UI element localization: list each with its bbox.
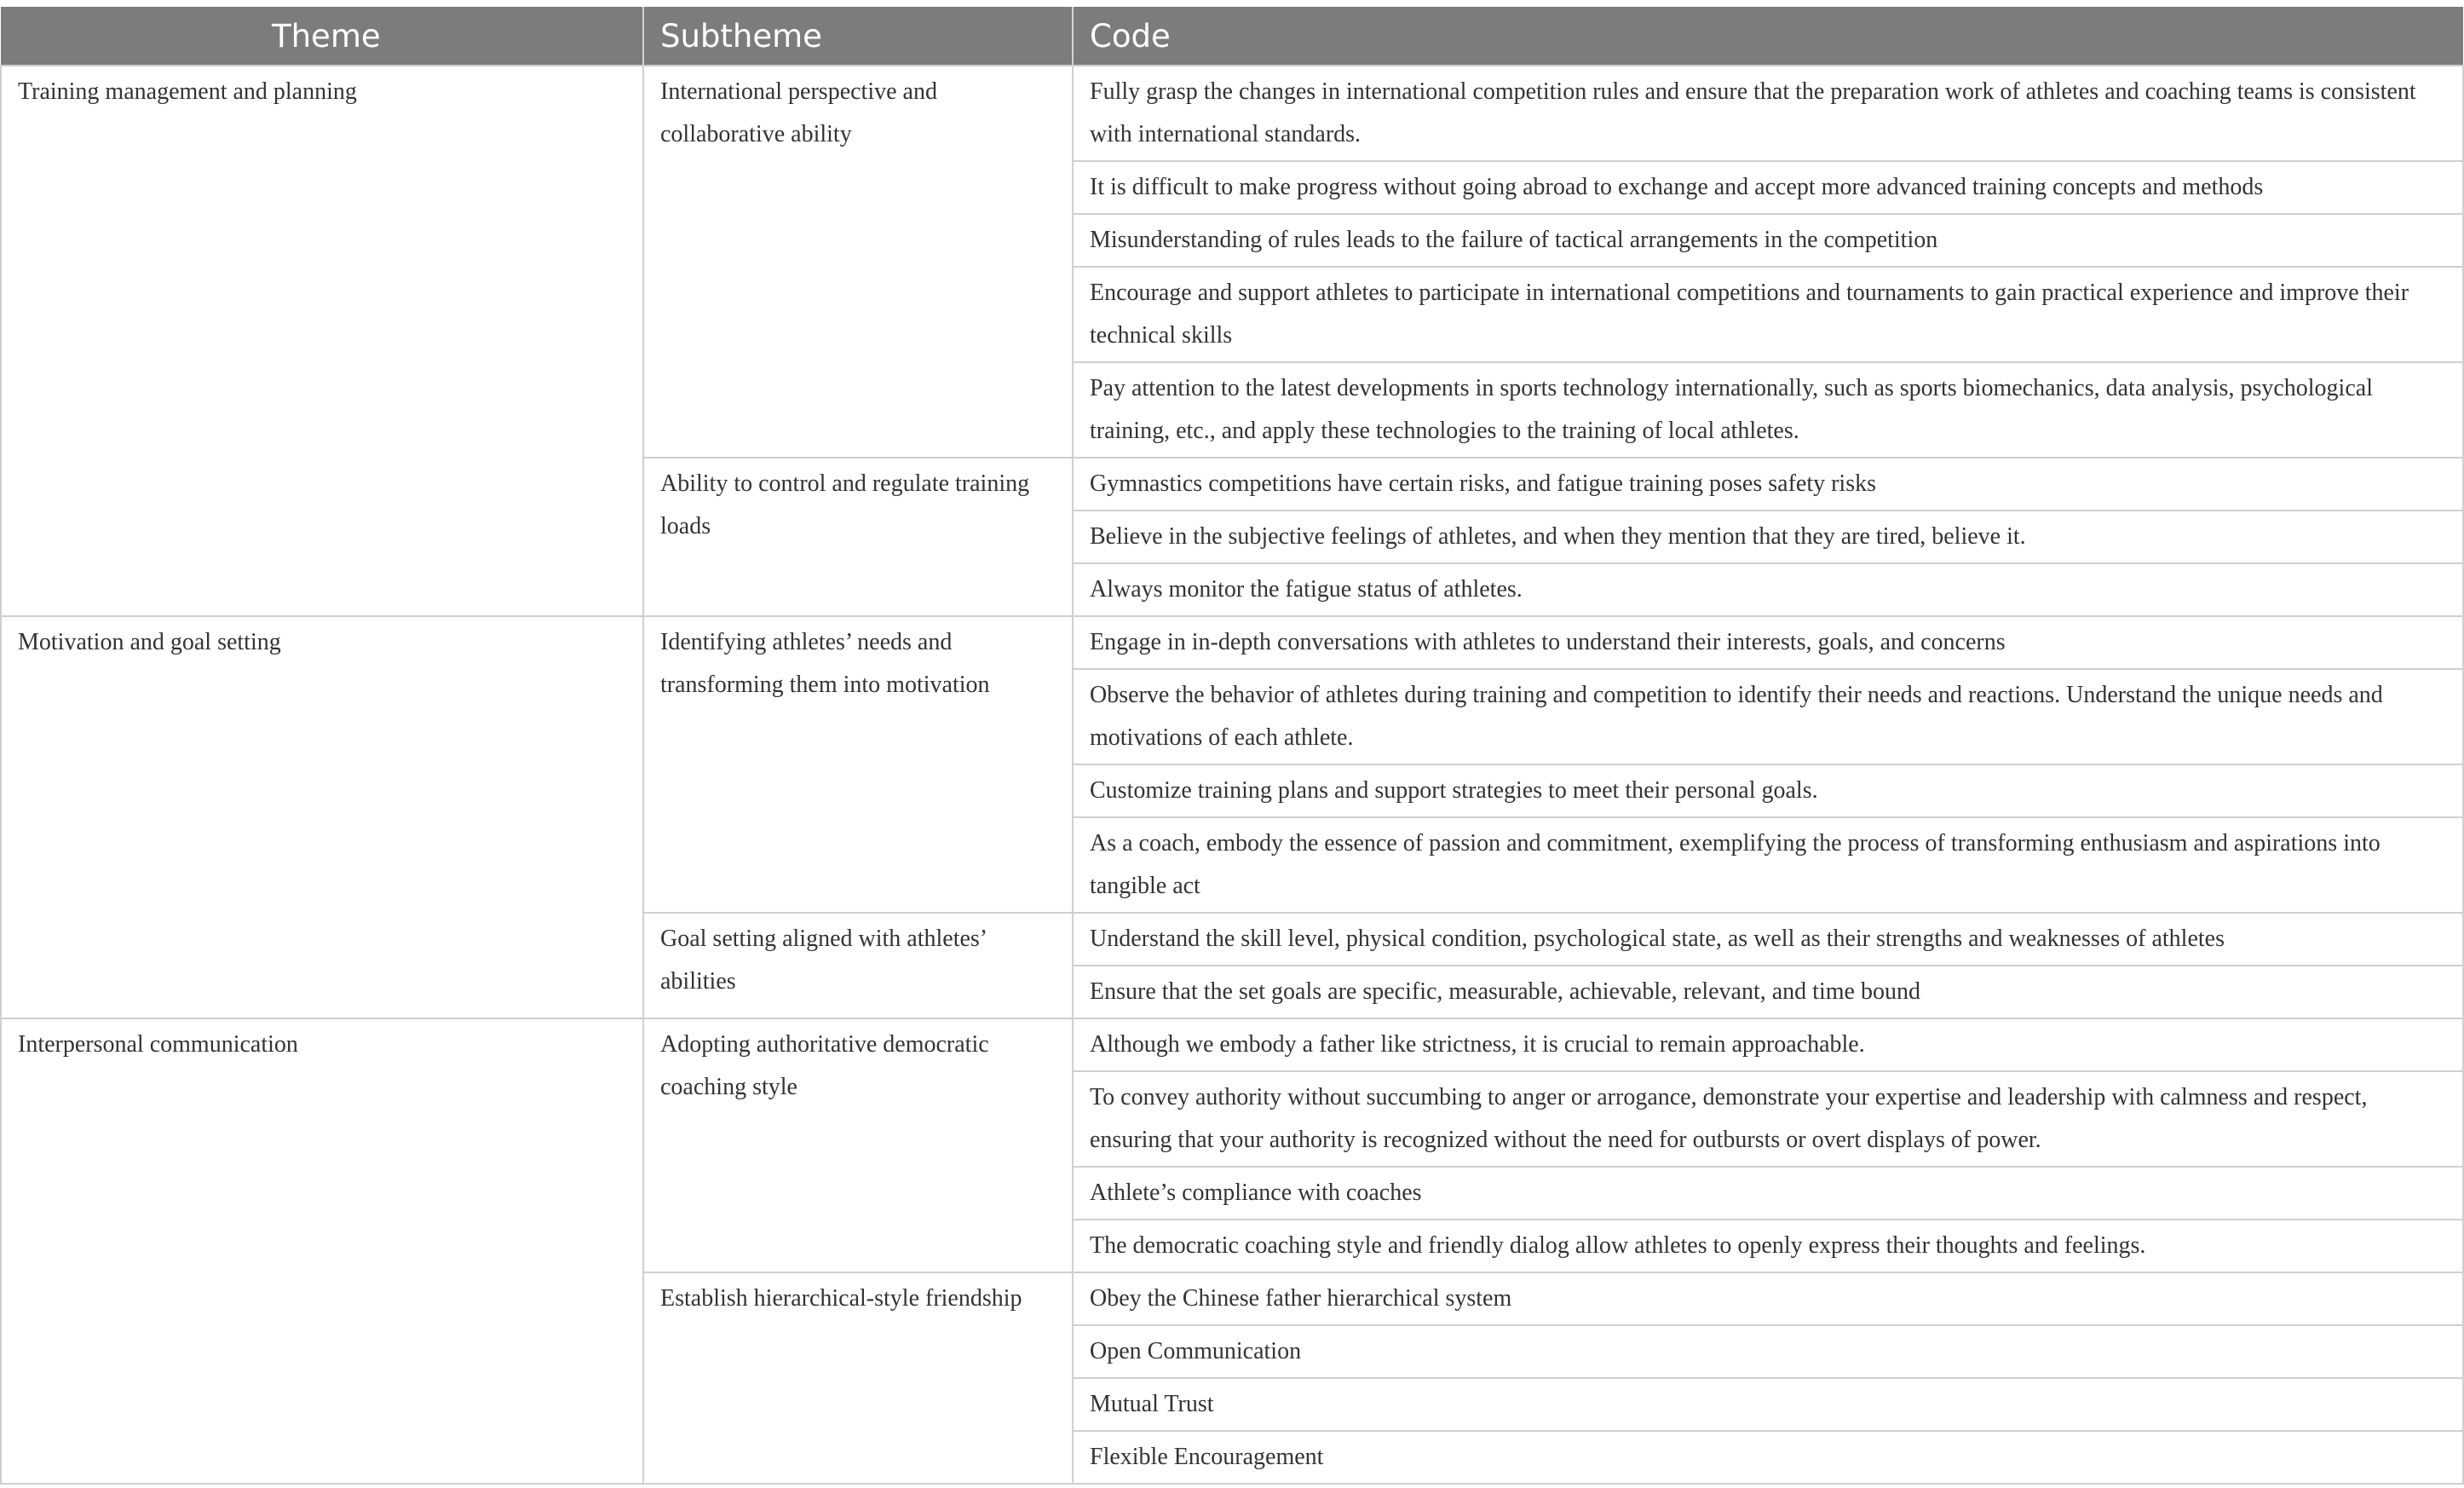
header-theme: Theme — [1, 7, 643, 66]
subtheme-cell: Establish hierarchical-style friendship — [643, 1272, 1073, 1484]
themes-table — [0, 7, 2464, 1485]
code-cell: Encourage and support athletes to participate in international competitions and tournaments to gain practical experience and improve their technical skills — [1073, 267, 2463, 362]
table-row — [1, 616, 2463, 669]
code-cell: Understand the skill level, physical condition, psychological state, as well as their strengths and weaknesses of athletes — [1073, 913, 2463, 966]
code-cell: Believe in the subjective feelings of athletes, and when they mention that they are tired, believe it. — [1073, 510, 2463, 563]
code-cell: Misunderstanding of rules leads to the failure of tactical arrangements in the competition — [1073, 214, 2463, 267]
code-cell: Mutual Trust — [1073, 1378, 2463, 1431]
table-body — [1, 66, 2463, 1484]
code-cell: As a coach, embody the essence of passion and commitment, exemplifying the process of transforming enthusiasm and aspirations into tangible act — [1073, 817, 2463, 913]
code-cell: Obey the Chinese father hierarchical system — [1073, 1272, 2463, 1325]
code-cell: Flexible Encouragement — [1073, 1431, 2463, 1484]
table-row — [1, 66, 2463, 161]
code-cell: Pay attention to the latest developments in sports technology internationally, such as sports biomechanics, data analysis, psychological training, etc., and apply these technologies to the training of local athletes. — [1073, 362, 2463, 458]
code-cell: Observe the behavior of athletes during training and competition to identify their needs and reactions. Understand the unique needs and motivations of each athlete. — [1073, 669, 2463, 764]
subtheme-cell: Goal setting aligned with athletes’ abilities — [643, 913, 1073, 1018]
theme-cell: Training management and planning — [1, 66, 643, 616]
code-cell: Customize training plans and support strategies to meet their personal goals. — [1073, 764, 2463, 817]
code-cell: Athlete’s compliance with coaches — [1073, 1167, 2463, 1220]
code-cell: Ensure that the set goals are specific, measurable, achievable, relevant, and time bound — [1073, 966, 2463, 1018]
code-cell: Always monitor the fatigue status of athletes. — [1073, 563, 2463, 616]
code-cell: Open Communication — [1073, 1325, 2463, 1378]
subtheme-cell: Ability to control and regulate training loads — [643, 458, 1073, 616]
code-cell: It is difficult to make progress without going abroad to exchange and accept more advanced training concepts and methods — [1073, 161, 2463, 214]
table-row — [1, 1018, 2463, 1071]
code-cell: Gymnastics competitions have certain risks, and fatigue training poses safety risks — [1073, 458, 2463, 510]
code-cell: Engage in in-depth conversations with athletes to understand their interests, goals, and concerns — [1073, 616, 2463, 669]
subtheme-cell: Adopting authoritative democratic coaching style — [643, 1018, 1073, 1272]
table-header — [1, 7, 2463, 66]
code-cell: Fully grasp the changes in international competition rules and ensure that the preparation work of athletes and coaching teams is consistent with international standards. — [1073, 66, 2463, 161]
code-cell: The democratic coaching style and friendly dialog allow athletes to openly express their thoughts and feelings. — [1073, 1220, 2463, 1272]
theme-cell: Motivation and goal setting — [1, 616, 643, 1018]
code-cell: To convey authority without succumbing to anger or arrogance, demonstrate your expertise and leadership with calmness and respect, ensuring that your authority is recognized without the need for outbursts or overt displays of power. — [1073, 1071, 2463, 1167]
theme-cell: Interpersonal communication — [1, 1018, 643, 1484]
header-code: Code — [1073, 7, 2463, 66]
table-container — [0, 7, 2462, 1485]
header-row — [1, 7, 2463, 66]
subtheme-cell: International perspective and collaborative ability — [643, 66, 1073, 458]
header-subtheme: Subtheme — [643, 7, 1073, 66]
code-cell: Although we embody a father like strictness, it is crucial to remain approachable. — [1073, 1018, 2463, 1071]
subtheme-cell: Identifying athletes’ needs and transforming them into motivation — [643, 616, 1073, 913]
